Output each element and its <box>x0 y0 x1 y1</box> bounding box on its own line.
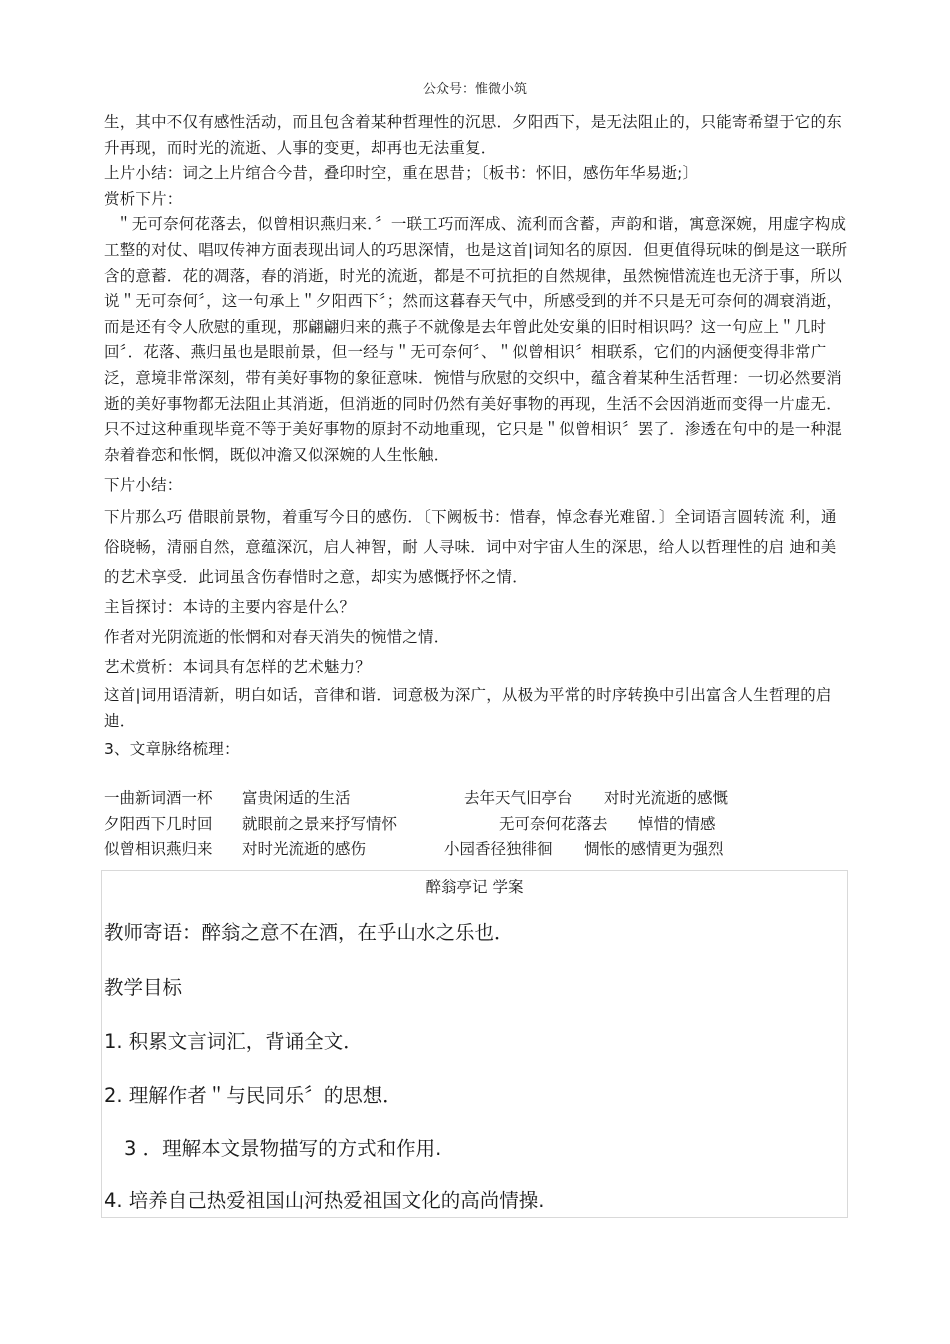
outline-line: 小园香径独徘徊 <box>444 840 553 858</box>
outline-line: 无可奈何花落去 <box>499 814 608 833</box>
goal-item: 4. 培养自己热爱祖国山河热爱祖国文化的高尚情操. <box>104 1189 545 1212</box>
paragraph: 下片小结： <box>104 476 183 495</box>
paragraph: ＂无可奈何花落去，似曾相识燕归来．〞一联工巧而浑成、流利而含蓄，声韵和谐，寓意深婉，用虚字构成工整的对仗、唱叹传神方面表现出词人的巧思深情，也是这首|词知名的原因．但更值得玩味的倒是这一联所含的意蓄．花的凋落，春的消逝，时光的流逝，都是不可抗拒的自然规律，虽然惋惜流连也无济于事，所以说＂无可奈何〞，这一句承上＂夕阳西下〞；然而这暮春天气中，所感受到的并不只是无可奈何的凋衰消逝，而是还有令人欣慰的重现，那翩翩归来的燕子不就像是去年曾此处安巢的旧时相识吗？这一句应上＂几时回〞．花落、燕归虽也是眼前景，但一经与＂无可奈何〞、＂似曾相识〞相联系，它们的内涵便变得非常广泛，意境非常深刻，带有美好事物的象征意味．惋惜与欣慰的交织中，蕴含着某种生活哲理：一切必然要消逝的美好事物都无法阻止其消逝，但消逝的同时仍然有美好事物的再现，生活不会因消逝而变得一片虚无．只不过这种重现毕竟不等于美好事物的原封不动地重现，它只是＂似曾相识〞罢了．渗透在句中的是一种混杂着眷恋和怅惘，既似冲澹又似深婉的人生怅触． <box>104 215 848 464</box>
outline-meaning: 对时光流逝的感伤 <box>242 840 367 858</box>
paragraph: 作者对光阴流逝的怅惘和对春天消失的惋惜之情． <box>104 628 450 647</box>
outline-table <box>104 786 864 863</box>
goal-item: 2. 理解作者＂与民同乐〞的思想． <box>104 1084 402 1107</box>
body-text <box>104 110 849 764</box>
goal-item: 3 ．理解本文景物描写的方式和作用. <box>124 1137 442 1160</box>
paragraph: 主旨探讨：本诗的主要内容是什么？ <box>104 598 356 617</box>
page-header: 公众号：惟微小筑 <box>422 82 527 97</box>
paragraph: 生，其中不仅有感性活动，而且包含着某种哲理性的沉思．夕阳西下，是无法阻止的，只能寄希望于它的东升再现，而时光的流逝、人事的变更，却再也无法重复． <box>104 113 842 157</box>
outline-meaning: 悼惜的情感 <box>638 814 716 833</box>
study-plan-box <box>101 870 848 1218</box>
outline-line: 似曾相识燕归来 <box>104 840 213 858</box>
goals-heading: 教学目标 <box>104 976 183 999</box>
outline-line: 一曲新词酒一杯 <box>104 789 213 807</box>
paragraph: 这首|词用语清新，明白如话，音律和谐．词意极为深广，从极为平常的时序转换中引出富含人生哲理的启迪． <box>104 686 832 731</box>
outline-meaning: 富贵闲适的生活 <box>242 789 351 807</box>
outline-line: 夕阳西下几时回 <box>104 814 213 833</box>
paragraph: 下片那么巧 借眼前景物，着重写今日的感伤．〔下阙板书：惜春，悼念春光难留．〕全词语言圆转流 利，通俗晓畅，清丽自然，意蕴深沉，启人神智，耐 人寻味．词中对宇宙人生的深思，给人以哲理性的启 迪和美的艺术享受．此词虽含伤春惜时之意，却实为感慨抒怀之情． <box>104 508 837 587</box>
outline-row <box>104 786 864 812</box>
outline-line: 去年天气旧亭台 <box>464 789 573 807</box>
paragraph: 3、文章脉络梳理： <box>104 740 240 759</box>
outline-meaning: 就眼前之景来抒写情怀 <box>242 814 398 833</box>
outline-meaning: 惆怅的感情更为强烈 <box>584 840 724 858</box>
outline-row <box>104 812 864 838</box>
goal-item: 1. 积累文言词汇，背诵全文． <box>104 1030 363 1053</box>
study-plan-title: 醉翁亭记 学案 <box>425 878 524 896</box>
paragraph: 上片小结：词之上片绾合今昔，叠印时空，重在思昔；〔板书：怀旧，感伤年华易逝;〕 <box>104 164 699 183</box>
paragraph: 艺术赏析：本词具有怎样的艺术魅力？ <box>104 658 371 677</box>
outline-meaning: 对时光流逝的感慨 <box>604 789 729 807</box>
paragraph: 赏析下片： <box>104 189 183 208</box>
teacher-motto: 教师寄语：醉翁之意不在酒，在乎山水之乐也． <box>104 921 514 944</box>
outline-row <box>104 837 864 863</box>
